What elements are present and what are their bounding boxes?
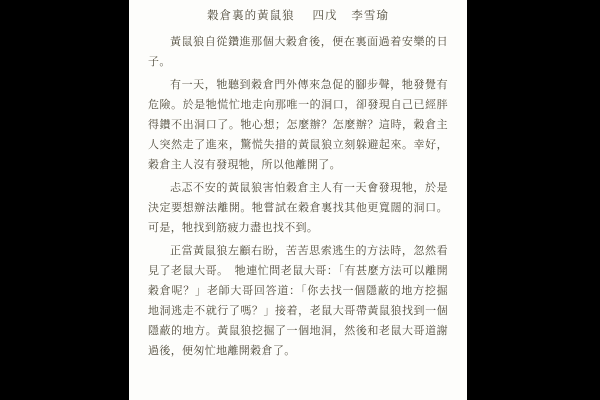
paragraph-2: 有一天，牠聽到穀倉門外傳來急促的腳步聲，牠發覺有危險。於是牠慌忙地走向那唯一的洞口，卻發現自己已經胖得鑽不出洞口了。牠心想；怎麼辦？怎麼辦？這時，穀倉主人突然走了進來，驚慌失措的黃鼠狼立刻躲避起來。幸好，穀倉主人沒有發現牠，所以他離開了。 [148,79,448,171]
document-page [129,0,467,400]
paragraph-1: 黃鼠狼自從鑽進那個大穀倉後，便在裏面過着安樂的日子。 [148,36,448,68]
document-body [148,32,448,361]
document-class-label: 四戊 [312,10,338,22]
paragraph-3: 忐忑不安的黃鼠狼害怕穀倉主人有一天會發現牠，於是決定要想辦法離開。牠嘗試在穀倉裏找其他更寬闊的洞口。可是，牠找到筋疲力盡也找不到。 [148,182,448,234]
document-header [148,7,448,23]
document-title: 穀倉裏的黃鼠狼 [207,10,295,22]
paragraph-4: 正當黃鼠狼左顧右盼，苦苦思索逃生的方法時，忽然看見了老鼠大哥。 牠連忙問老鼠大哥：「有甚麼方法可以離開穀倉呢？」老師大哥回答道：「你去找一個隱蔽的地方挖掘地洞逃走不就行了嗎？」接着，老鼠大哥帶黃鼠狼找到一個隱蔽的地方。黃鼠狼挖掘了一個地洞，然後和老鼠大哥道謝過後，便匆忙地離開穀倉了。 [148,245,448,357]
document-author: 李雪瑜 [351,10,389,22]
